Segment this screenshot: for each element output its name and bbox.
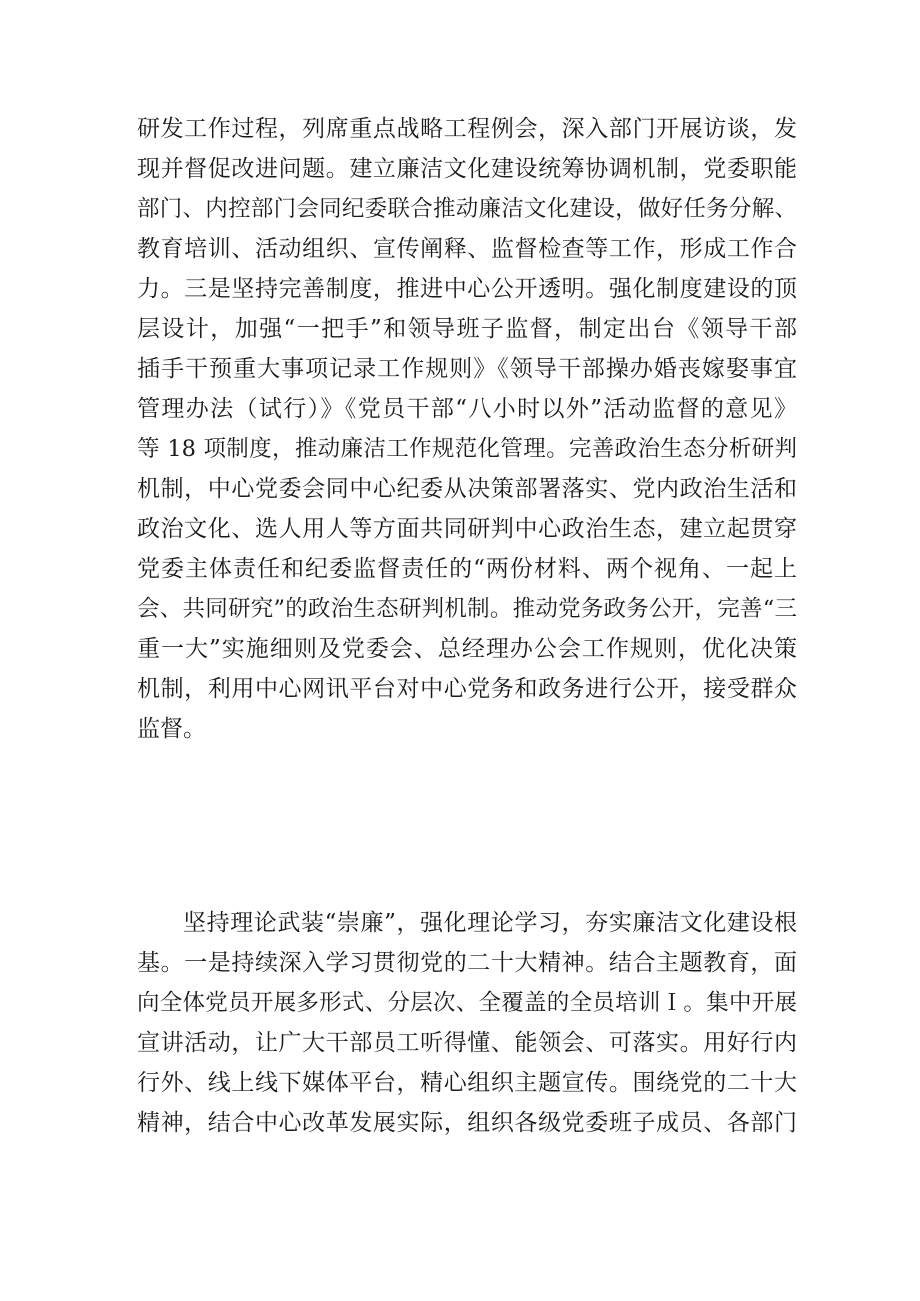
text-line: 部门、内控部门会同纪委联合推动廉洁文化建设，做好任务分解、: [137, 196, 797, 222]
text-line: 机制，中心党委会同中心纪委从决策部署落实、党内政治生活和: [137, 476, 797, 502]
text-line: 力。三是坚持完善制度，推进中心公开透明。强化制度建设的顶: [137, 276, 797, 302]
text-line: 插手干预重大事项记录工作规则》《领导干部操办婚丧嫁娶事宜: [137, 356, 797, 382]
text-line: 精神，结合中心改革发展实际，组织各级党委班子成员、各部门: [137, 1110, 797, 1136]
text-line: 重一大”实施细则及党委会、总经理办公会工作规则，优化决策: [137, 636, 797, 662]
text-line: 监督。: [137, 716, 206, 742]
text-line: 层设计，加强“一把手”和领导班子监督，制定出台《领导干部: [137, 316, 797, 342]
text-line: 宣讲活动，让广大干部员工听得懂、能领会、可落实。用好行内: [137, 1030, 797, 1056]
text-line: 党委主体责任和纪委监督责任的“两份材料、两个视角、一起上: [137, 556, 797, 582]
text-line: 坚持理论武装“崇廉”，强化理论学习，夯实廉洁文化建设根: [183, 910, 797, 936]
text-line: 行外、线上线下媒体平台，精心组织主题宣传。围绕党的二十大: [137, 1070, 797, 1096]
text-line: 教育培训、活动组织、宣传阐释、监督检查等工作，形成工作合: [137, 236, 797, 262]
text-line: 政治文化、选人用人等方面共同研判中心政治生态，建立起贯穿: [137, 516, 797, 542]
text-line: 现并督促改进问题。建立廉洁文化建设统筹协调机制，党委职能: [137, 156, 797, 182]
text-line: 管理办法（试行）》《党员干部“八小时以外”活动监督的意见》: [137, 396, 797, 422]
text-line: 等 18 项制度，推动廉洁工作规范化管理。完善政治生态分析研判: [137, 436, 797, 462]
text-line: 会、共同研究”的政治生态研判机制。推动党务政务公开，完善“三: [137, 596, 797, 622]
text-line: 向全体党员开展多形式、分层次、全覆盖的全员培训Ｉ。集中开展: [137, 990, 797, 1016]
paragraph-1: [137, 109, 797, 749]
text-line: 基。一是持续深入学习贯彻党的二十大精神。结合主题教育，面: [137, 950, 797, 976]
paragraph-2: [137, 903, 797, 1143]
text-line: 机制，利用中心网讯平台对中心党务和政务进行公开，接受群众: [137, 676, 797, 702]
text-line: 研发工作过程，列席重点战略工程例会，深入部门开展访谈，发: [137, 116, 797, 142]
